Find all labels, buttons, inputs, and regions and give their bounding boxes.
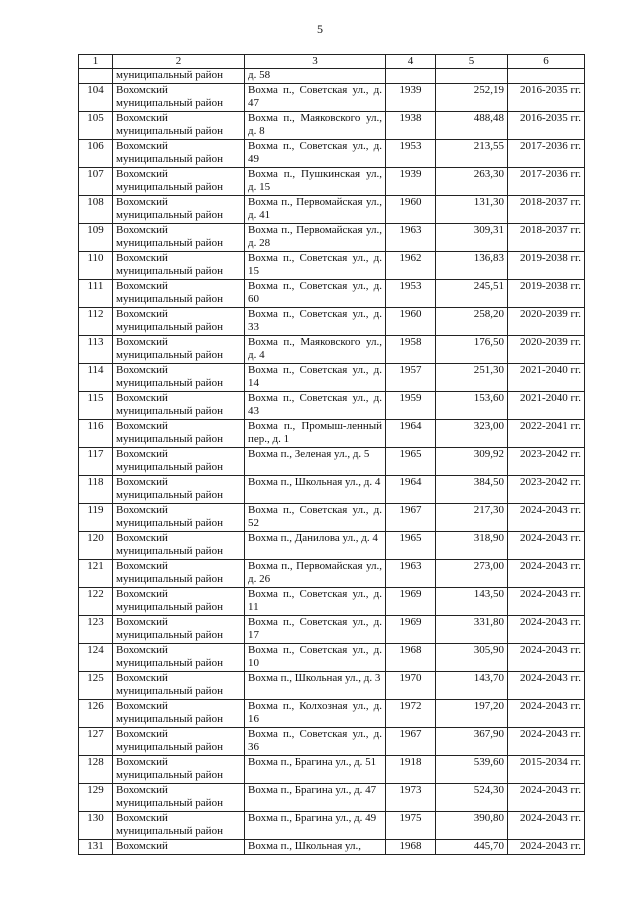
row-number-cell: 105 xyxy=(79,111,113,139)
area-cell: 197,20 xyxy=(436,699,508,727)
district-cell: Вохомский муниципальный район xyxy=(113,587,245,615)
period-cell: 2020-2039 гг. xyxy=(508,335,585,363)
district-cell: Вохомский муниципальный район xyxy=(113,475,245,503)
page-number: 5 xyxy=(317,22,323,36)
period-cell: 2019-2038 гг. xyxy=(508,279,585,307)
address-cell: Вохма п., Советская ул., д. 33 xyxy=(245,307,386,335)
continuation-row xyxy=(79,69,585,84)
area-cell: 390,80 xyxy=(436,811,508,839)
period-cell: 2016-2035 гг. xyxy=(508,83,585,111)
address-cell: Вохма п., Первомайская ул., д. 28 xyxy=(245,223,386,251)
area-cell: 367,90 xyxy=(436,727,508,755)
row-number-cell: 123 xyxy=(79,615,113,643)
year-cell: 1939 xyxy=(386,167,436,195)
address-cell: Вохма п., Пушкинская ул., д. 15 xyxy=(245,167,386,195)
table-body xyxy=(79,69,585,855)
row-number-cell: 109 xyxy=(79,223,113,251)
table-row xyxy=(79,783,585,811)
row-number-cell: 126 xyxy=(79,699,113,727)
table-row xyxy=(79,307,585,335)
period-cell: 2024-2043 гг. xyxy=(508,615,585,643)
district-cell: Вохомский муниципальный район xyxy=(113,559,245,587)
district-cell: Вохомский муниципальный район xyxy=(113,783,245,811)
table-row xyxy=(79,279,585,307)
address-cell: Вохма п., Школьная ул., д. 3 xyxy=(245,671,386,699)
table-row xyxy=(79,419,585,447)
area-cell: 309,31 xyxy=(436,223,508,251)
row-number-cell: 104 xyxy=(79,83,113,111)
year-cell: 1918 xyxy=(386,755,436,783)
column-header: 5 xyxy=(436,55,508,69)
row-number-cell: 119 xyxy=(79,503,113,531)
district-cell: муниципальный район xyxy=(113,69,245,84)
address-cell: Вохма п., Советская ул., д. 49 xyxy=(245,139,386,167)
period-cell: 2024-2043 гг. xyxy=(508,699,585,727)
period-cell: 2024-2043 гг. xyxy=(508,811,585,839)
year-cell: 1964 xyxy=(386,475,436,503)
row-number-cell xyxy=(79,69,113,84)
row-number-cell: 128 xyxy=(79,755,113,783)
period-cell: 2021-2040 гг. xyxy=(508,391,585,419)
column-header: 4 xyxy=(386,55,436,69)
period-cell: 2024-2043 гг. xyxy=(508,643,585,671)
row-number-cell: 130 xyxy=(79,811,113,839)
year-cell: 1968 xyxy=(386,643,436,671)
district-cell: Вохомский муниципальный район xyxy=(113,391,245,419)
district-cell: Вохомский муниципальный район xyxy=(113,643,245,671)
district-cell: Вохомский муниципальный район xyxy=(113,531,245,559)
table-row xyxy=(79,727,585,755)
year-cell: 1969 xyxy=(386,615,436,643)
table-row xyxy=(79,251,585,279)
table-row xyxy=(79,335,585,363)
period-cell: 2019-2038 гг. xyxy=(508,251,585,279)
column-header: 6 xyxy=(508,55,585,69)
area-cell: 258,20 xyxy=(436,307,508,335)
district-cell: Вохомский муниципальный район xyxy=(113,615,245,643)
row-number-cell: 127 xyxy=(79,727,113,755)
district-cell: Вохомский муниципальный район xyxy=(113,279,245,307)
column-number-header-row xyxy=(79,55,585,69)
area-cell xyxy=(436,69,508,84)
district-cell: Вохомский муниципальный район xyxy=(113,195,245,223)
address-cell: Вохма п., Школьная ул., xyxy=(245,839,386,854)
address-cell: д. 58 xyxy=(245,69,386,84)
table-row xyxy=(79,839,585,854)
address-cell: Вохма п., Брагина ул., д. 49 xyxy=(245,811,386,839)
district-cell: Вохомский муниципальный район xyxy=(113,167,245,195)
district-cell: Вохомский муниципальный район xyxy=(113,335,245,363)
address-cell: Вохма п., Советская ул., д. 11 xyxy=(245,587,386,615)
period-cell: 2017-2036 гг. xyxy=(508,139,585,167)
address-cell: Вохма п., Колхозная ул., д. 16 xyxy=(245,699,386,727)
address-cell: Вохма п., Первомайская ул., д. 26 xyxy=(245,559,386,587)
district-cell: Вохомский муниципальный район xyxy=(113,83,245,111)
area-cell: 331,80 xyxy=(436,615,508,643)
district-cell: Вохомский xyxy=(113,839,245,854)
area-cell: 524,30 xyxy=(436,783,508,811)
address-cell: Вохма п., Советская ул., д. 36 xyxy=(245,727,386,755)
table-row xyxy=(79,167,585,195)
period-cell: 2022-2041 гг. xyxy=(508,419,585,447)
year-cell: 1953 xyxy=(386,279,436,307)
address-cell: Вохма п., Советская ул., д. 43 xyxy=(245,391,386,419)
area-cell: 213,55 xyxy=(436,139,508,167)
period-cell: 2023-2042 гг. xyxy=(508,475,585,503)
area-cell: 245,51 xyxy=(436,279,508,307)
period-cell: 2018-2037 гг. xyxy=(508,223,585,251)
area-cell: 131,30 xyxy=(436,195,508,223)
column-header: 2 xyxy=(113,55,245,69)
area-cell: 143,50 xyxy=(436,587,508,615)
table-row xyxy=(79,643,585,671)
column-header: 1 xyxy=(79,55,113,69)
district-cell: Вохомский муниципальный район xyxy=(113,111,245,139)
area-cell: 251,30 xyxy=(436,363,508,391)
district-cell: Вохомский муниципальный район xyxy=(113,307,245,335)
district-cell: Вохомский муниципальный район xyxy=(113,251,245,279)
year-cell: 1970 xyxy=(386,671,436,699)
table-row xyxy=(79,559,585,587)
row-number-cell: 113 xyxy=(79,335,113,363)
district-cell: Вохомский муниципальный район xyxy=(113,503,245,531)
table-row xyxy=(79,503,585,531)
row-number-cell: 110 xyxy=(79,251,113,279)
area-cell: 309,92 xyxy=(436,447,508,475)
area-cell: 488,48 xyxy=(436,111,508,139)
year-cell: 1938 xyxy=(386,111,436,139)
year-cell: 1939 xyxy=(386,83,436,111)
table-row xyxy=(79,699,585,727)
column-header: 3 xyxy=(245,55,386,69)
district-cell: Вохомский муниципальный район xyxy=(113,811,245,839)
address-cell: Вохма п., Советская ул., д. 60 xyxy=(245,279,386,307)
period-cell: 2023-2042 гг. xyxy=(508,447,585,475)
district-cell: Вохомский муниципальный район xyxy=(113,139,245,167)
table-row xyxy=(79,363,585,391)
address-cell: Вохма п., Советская ул., д. 15 xyxy=(245,251,386,279)
period-cell xyxy=(508,69,585,84)
year-cell: 1972 xyxy=(386,699,436,727)
table-row xyxy=(79,755,585,783)
table-row xyxy=(79,615,585,643)
address-cell: Вохма п., Советская ул., д. 14 xyxy=(245,363,386,391)
area-cell: 539,60 xyxy=(436,755,508,783)
row-number-cell: 111 xyxy=(79,279,113,307)
year-cell: 1963 xyxy=(386,559,436,587)
row-number-cell: 131 xyxy=(79,839,113,854)
row-number-cell: 115 xyxy=(79,391,113,419)
row-number-cell: 106 xyxy=(79,139,113,167)
period-cell: 2024-2043 гг. xyxy=(508,559,585,587)
address-cell: Вохма п., Маяковского ул., д. 4 xyxy=(245,335,386,363)
year-cell: 1967 xyxy=(386,727,436,755)
period-cell: 2024-2043 гг. xyxy=(508,839,585,854)
row-number-cell: 114 xyxy=(79,363,113,391)
year-cell: 1960 xyxy=(386,307,436,335)
district-cell: Вохомский муниципальный район xyxy=(113,671,245,699)
row-number-cell: 116 xyxy=(79,419,113,447)
year-cell: 1965 xyxy=(386,447,436,475)
period-cell: 2024-2043 гг. xyxy=(508,727,585,755)
year-cell: 1960 xyxy=(386,195,436,223)
period-cell: 2024-2043 гг. xyxy=(508,671,585,699)
area-cell: 318,90 xyxy=(436,531,508,559)
row-number-cell: 118 xyxy=(79,475,113,503)
row-number-cell: 121 xyxy=(79,559,113,587)
row-number-cell: 120 xyxy=(79,531,113,559)
year-cell: 1967 xyxy=(386,503,436,531)
year-cell: 1958 xyxy=(386,335,436,363)
district-cell: Вохомский муниципальный район xyxy=(113,699,245,727)
period-cell: 2024-2043 гг. xyxy=(508,587,585,615)
district-cell: Вохомский муниципальный район xyxy=(113,447,245,475)
area-cell: 217,30 xyxy=(436,503,508,531)
address-cell: Вохма п., Зеленая ул., д. 5 xyxy=(245,447,386,475)
address-cell: Вохма п., Советская ул., д. 52 xyxy=(245,503,386,531)
period-cell: 2016-2035 гг. xyxy=(508,111,585,139)
address-cell: Вохма п., Брагина ул., д. 51 xyxy=(245,755,386,783)
period-cell: 2017-2036 гг. xyxy=(508,167,585,195)
area-cell: 176,50 xyxy=(436,335,508,363)
area-cell: 384,50 xyxy=(436,475,508,503)
area-cell: 263,30 xyxy=(436,167,508,195)
address-cell: Вохма п., Школьная ул., д. 4 xyxy=(245,475,386,503)
year-cell: 1965 xyxy=(386,531,436,559)
period-cell: 2020-2039 гг. xyxy=(508,307,585,335)
table-row xyxy=(79,587,585,615)
area-cell: 143,70 xyxy=(436,671,508,699)
year-cell: 1973 xyxy=(386,783,436,811)
table-row xyxy=(79,139,585,167)
year-cell: 1964 xyxy=(386,419,436,447)
district-cell: Вохомский муниципальный район xyxy=(113,223,245,251)
table-row xyxy=(79,195,585,223)
table-row xyxy=(79,111,585,139)
period-cell: 2024-2043 гг. xyxy=(508,503,585,531)
table-row xyxy=(79,83,585,111)
area-cell: 136,83 xyxy=(436,251,508,279)
table-row xyxy=(79,223,585,251)
year-cell: 1959 xyxy=(386,391,436,419)
year-cell: 1968 xyxy=(386,839,436,854)
year-cell: 1953 xyxy=(386,139,436,167)
district-cell: Вохомский муниципальный район xyxy=(113,755,245,783)
area-cell: 305,90 xyxy=(436,643,508,671)
district-cell: Вохомский муниципальный район xyxy=(113,727,245,755)
area-cell: 153,60 xyxy=(436,391,508,419)
period-cell: 2018-2037 гг. xyxy=(508,195,585,223)
table-row xyxy=(79,811,585,839)
period-cell: 2024-2043 гг. xyxy=(508,783,585,811)
year-cell: 1975 xyxy=(386,811,436,839)
area-cell: 273,00 xyxy=(436,559,508,587)
table-row xyxy=(79,391,585,419)
address-cell: Вохма п., Маяковского ул., д. 8 xyxy=(245,111,386,139)
period-cell: 2024-2043 гг. xyxy=(508,531,585,559)
row-number-cell: 124 xyxy=(79,643,113,671)
period-cell: 2015-2034 гг. xyxy=(508,755,585,783)
address-cell: Вохма п., Советская ул., д. 17 xyxy=(245,615,386,643)
year-cell: 1962 xyxy=(386,251,436,279)
area-cell: 445,70 xyxy=(436,839,508,854)
period-cell: 2021-2040 гг. xyxy=(508,363,585,391)
address-cell: Вохма п., Данилова ул., д. 4 xyxy=(245,531,386,559)
district-cell: Вохомский муниципальный район xyxy=(113,363,245,391)
area-cell: 252,19 xyxy=(436,83,508,111)
year-cell: 1963 xyxy=(386,223,436,251)
row-number-cell: 117 xyxy=(79,447,113,475)
year-cell: 1969 xyxy=(386,587,436,615)
row-number-cell: 122 xyxy=(79,587,113,615)
district-cell: Вохомский муниципальный район xyxy=(113,419,245,447)
table-row xyxy=(79,531,585,559)
row-number-cell: 107 xyxy=(79,167,113,195)
table-row xyxy=(79,475,585,503)
row-number-cell: 112 xyxy=(79,307,113,335)
area-cell: 323,00 xyxy=(436,419,508,447)
housing-register-table xyxy=(78,54,585,855)
address-cell: Вохма п., Брагина ул., д. 47 xyxy=(245,783,386,811)
row-number-cell: 125 xyxy=(79,671,113,699)
address-cell: Вохма п., Советская ул., д. 47 xyxy=(245,83,386,111)
table-row xyxy=(79,671,585,699)
address-cell: Вохма п., Советская ул., д. 10 xyxy=(245,643,386,671)
address-cell: Вохма п., Первомайская ул., д. 41 xyxy=(245,195,386,223)
year-cell: 1957 xyxy=(386,363,436,391)
row-number-cell: 129 xyxy=(79,783,113,811)
row-number-cell: 108 xyxy=(79,195,113,223)
year-cell xyxy=(386,69,436,84)
table-row xyxy=(79,447,585,475)
address-cell: Вохма п., Промыш-ленный пер., д. 1 xyxy=(245,419,386,447)
